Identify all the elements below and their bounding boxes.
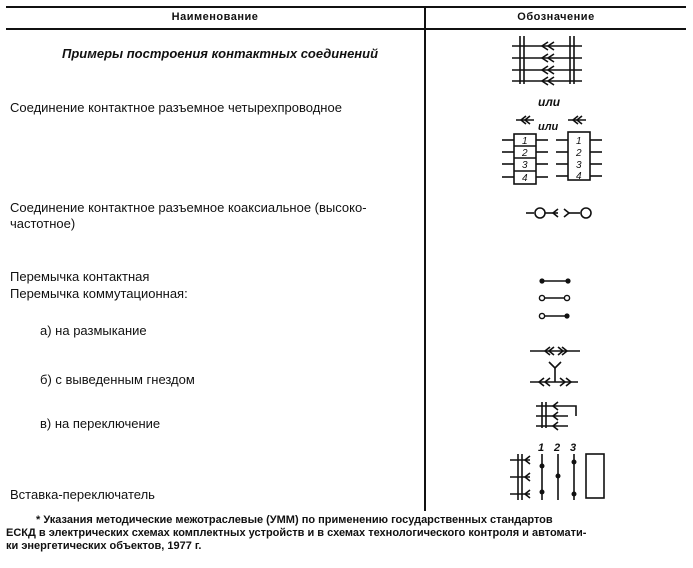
row-coaxial-line2: частотное) <box>10 216 76 231</box>
box-number-r3: 3 <box>576 160 582 171</box>
row-four-wire: Соединение контактное разъемное четырехпроводное <box>10 100 342 115</box>
footnote <box>6 514 686 553</box>
footnote-line-1: * Указания методические межотраслевые (УММ) по применению государственных стандартов <box>36 514 553 526</box>
footnote-line-2: ЕСКД в электрических схемах комплектных устройств и в схемах технологического контроля и автомати- <box>6 527 587 539</box>
examples-title: Примеры построения контактных соединений <box>62 46 379 61</box>
box-number-r4: 4 <box>576 171 582 182</box>
jumper-socket-symbol <box>530 362 578 386</box>
header-name: Наименование <box>171 11 259 23</box>
row-jumper-switch: Перемычка коммутационная: <box>10 286 188 301</box>
symbols-column <box>430 6 686 511</box>
jumper-changeover-symbol <box>536 402 576 430</box>
coaxial-connector-symbol <box>526 208 591 218</box>
box-number-l2: 2 <box>522 148 528 159</box>
row-item-b: б) с выведенным гнездом <box>40 372 195 387</box>
row-item-a: а) на размыкание <box>40 323 147 338</box>
jumper-break-symbol <box>530 347 580 355</box>
header-symbol: Обозначение <box>517 11 595 23</box>
row-item-c: в) на переключение <box>40 416 161 431</box>
four-wire-connector-symbol <box>512 36 582 85</box>
switch-number-3: 3 <box>570 442 577 454</box>
switch-number-1: 1 <box>538 442 545 454</box>
box-number-l3: 3 <box>522 160 528 171</box>
box-number-r2: 2 <box>576 148 582 159</box>
row-jumper-contact: Перемычка контактная <box>10 269 150 284</box>
row-coaxial-line1: Соединение контактное разъемное коаксиальное (высоко- <box>10 200 367 215</box>
footnote-line-3: ки энергетических объектов, 1977 г. <box>6 540 202 552</box>
row-insert-switch: Вставка-переключатель <box>10 487 155 502</box>
column-divider <box>424 6 426 511</box>
symbol-table <box>6 6 686 511</box>
box-number-l4: 4 <box>522 173 528 184</box>
box-number-r1: 1 <box>576 136 582 147</box>
switch-number-2: 2 <box>554 442 561 454</box>
ili-label-1: или <box>538 95 561 109</box>
box-number-l1: 1 <box>522 136 528 147</box>
ili-label-2: или <box>538 121 559 133</box>
